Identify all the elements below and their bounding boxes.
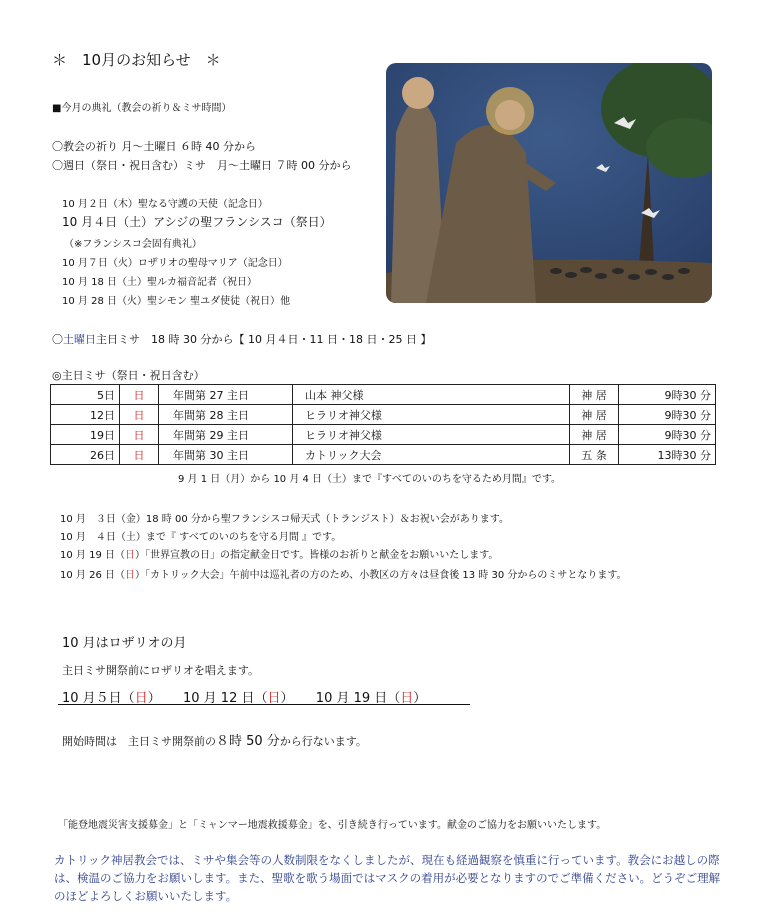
row-place: 神 居 xyxy=(570,405,619,425)
row-place: 神 居 xyxy=(570,425,619,445)
row-time: 9時30 分 xyxy=(619,405,716,425)
covid-notice: カトリック神居教会では、ミサや集会等の人数制限をなくしましたが、現在も経過観察を慎重に行っています。教会にお越しの際は、検温のご協力をお願いします。また、聖歌を歌う場面ではマスクの着用が必要となりますのでご準備ください。どうぞご理解のほどよろしくお願いいたします。 xyxy=(54,853,721,903)
row-time: 9時30 分 xyxy=(619,425,716,445)
rosary-start-text: 開始時間は 主日ミサ開祭前の xyxy=(62,735,216,748)
row-time: 13時30 分 xyxy=(619,445,716,465)
rosary-start-text: から行ないます。 xyxy=(279,735,367,748)
row-celebration: 年間第 27 主日 xyxy=(159,385,293,405)
rosary-underline xyxy=(58,704,470,705)
row-place: 五 条 xyxy=(570,445,619,465)
notice-item xyxy=(60,546,498,561)
saturday-mass-detail: 主日ミサ 18 時 30 分から【 10 月４日・11 日・18 日・25 日 】 xyxy=(96,333,432,346)
date-text: ） xyxy=(413,691,427,706)
sunday-mark: 日 xyxy=(134,691,148,706)
feast-item: 10 月２日（木）聖なる守護の天使（記念日） xyxy=(62,199,268,210)
row-celebration: 年間第 30 主日 xyxy=(159,445,293,465)
date-text: ） xyxy=(147,691,161,706)
table-row xyxy=(51,405,716,425)
liturgy-heading: ■今月の典礼（教会の祈り＆ミサ時間） xyxy=(52,103,232,114)
notice-item xyxy=(60,566,627,581)
sunday-mass-heading: ◎主日ミサ（祭日・祝日含む） xyxy=(52,369,205,382)
sunday-mark: 日 xyxy=(400,691,414,706)
table-row xyxy=(51,385,716,405)
date-text: 10 月 12 日（ xyxy=(183,691,268,706)
notice-text: 10 月 26 日（ xyxy=(60,570,125,581)
row-celebrant: ヒラリオ神父様 xyxy=(293,405,570,425)
prayer-time: 〇教会の祈り 月〜土曜日 ６時 40 分から xyxy=(52,140,256,153)
sunday-mark: 日 xyxy=(125,550,135,561)
feast-item: 10 月４日（土）アシジの聖フランシスコ（祭日） xyxy=(62,215,332,229)
sunday-mass-table xyxy=(50,384,716,465)
feast-item: 10 月 18 日（土）聖ルカ福音記者（祝日） xyxy=(62,277,257,288)
notice-item: 10 月 ３日（金）18 時 00 分から聖フランシスコ帰天式（トランジスト）＆お祝い会があります。 xyxy=(60,514,509,525)
rosary-title: 10 月はロザリオの月 xyxy=(62,636,187,651)
notice-text: 10 月 19 日（ xyxy=(60,550,125,561)
row-celebrant: 山本 神父様 xyxy=(293,385,570,405)
sunday-mark: 日 xyxy=(125,570,135,581)
row-dow: 日 xyxy=(120,385,159,405)
rosary-start xyxy=(62,730,367,749)
row-date: 12日 xyxy=(51,405,120,425)
date-text: 10 月 19 日（ xyxy=(315,691,401,706)
table-row xyxy=(51,425,716,445)
row-time: 9時30 分 xyxy=(619,385,716,405)
feast-item: 10 月 28 日（火）聖シモン 聖ユダ使徒（祝日）他 xyxy=(62,296,291,307)
row-place: 神 居 xyxy=(570,385,619,405)
row-dow: 日 xyxy=(120,445,159,465)
month-campaign-note: 9 月 1 日（月）から 10 月 4 日（土）まで『すべてのいのちを守るため月間』です。 xyxy=(178,474,562,485)
notice-text: ）「世界宣教の日」の指定献金日です。皆様のお祈りと献金をお願いいたします。 xyxy=(135,550,499,561)
st-francis-painting-image xyxy=(386,63,712,303)
row-dow: 日 xyxy=(120,425,159,445)
rosary-line: 主日ミサ開祭前にロザリオを唱えます。 xyxy=(62,664,260,677)
row-celebration: 年間第 28 主日 xyxy=(159,405,293,425)
row-celebration: 年間第 29 主日 xyxy=(159,425,293,445)
saturday-mass-prefix: 〇 xyxy=(52,333,63,346)
row-dow: 日 xyxy=(120,405,159,425)
row-date: 26日 xyxy=(51,445,120,465)
sunday-mark: 日 xyxy=(267,691,281,706)
row-date: 19日 xyxy=(51,425,120,445)
row-date: 5日 xyxy=(51,385,120,405)
weekday-mass-time: 〇週日（祭日・祝日含む）ミサ 月〜土曜日 ７時 00 分から xyxy=(52,159,352,172)
row-celebrant: ヒラリオ神父様 xyxy=(293,425,570,445)
feast-note: （※フランシスコ会固有典礼） xyxy=(64,239,202,250)
saturday-label: 土曜日 xyxy=(63,333,96,346)
saturday-mass-line xyxy=(52,331,431,347)
date-text: ） xyxy=(280,691,294,706)
notice-text: ）「カトリック大会」午前中は巡礼者の方のため、小教区の方々は昼食後 13 時 30 分からのミサとなります。 xyxy=(135,570,627,581)
rosary-start-time: ８時 50 分 xyxy=(216,734,280,749)
feast-item: 10 月７日（火）ロザリオの聖母マリア（記念日） xyxy=(62,258,288,269)
row-celebrant: カトリック大会 xyxy=(293,445,570,465)
date-text: 10 月５日（ xyxy=(62,691,135,706)
donation-notice: 「能登地震災害支援募金」と「ミャンマー地震救援募金」を、引き続き行っています。献金のご協力をお願いいたします。 xyxy=(58,820,607,831)
table-row xyxy=(51,445,716,465)
page-title: ＊ 10月のお知らせ ＊ xyxy=(52,51,221,69)
notice-item: 10 月 ４日（土）まで『 すべてのいのちを守る月間 』です。 xyxy=(60,532,342,543)
